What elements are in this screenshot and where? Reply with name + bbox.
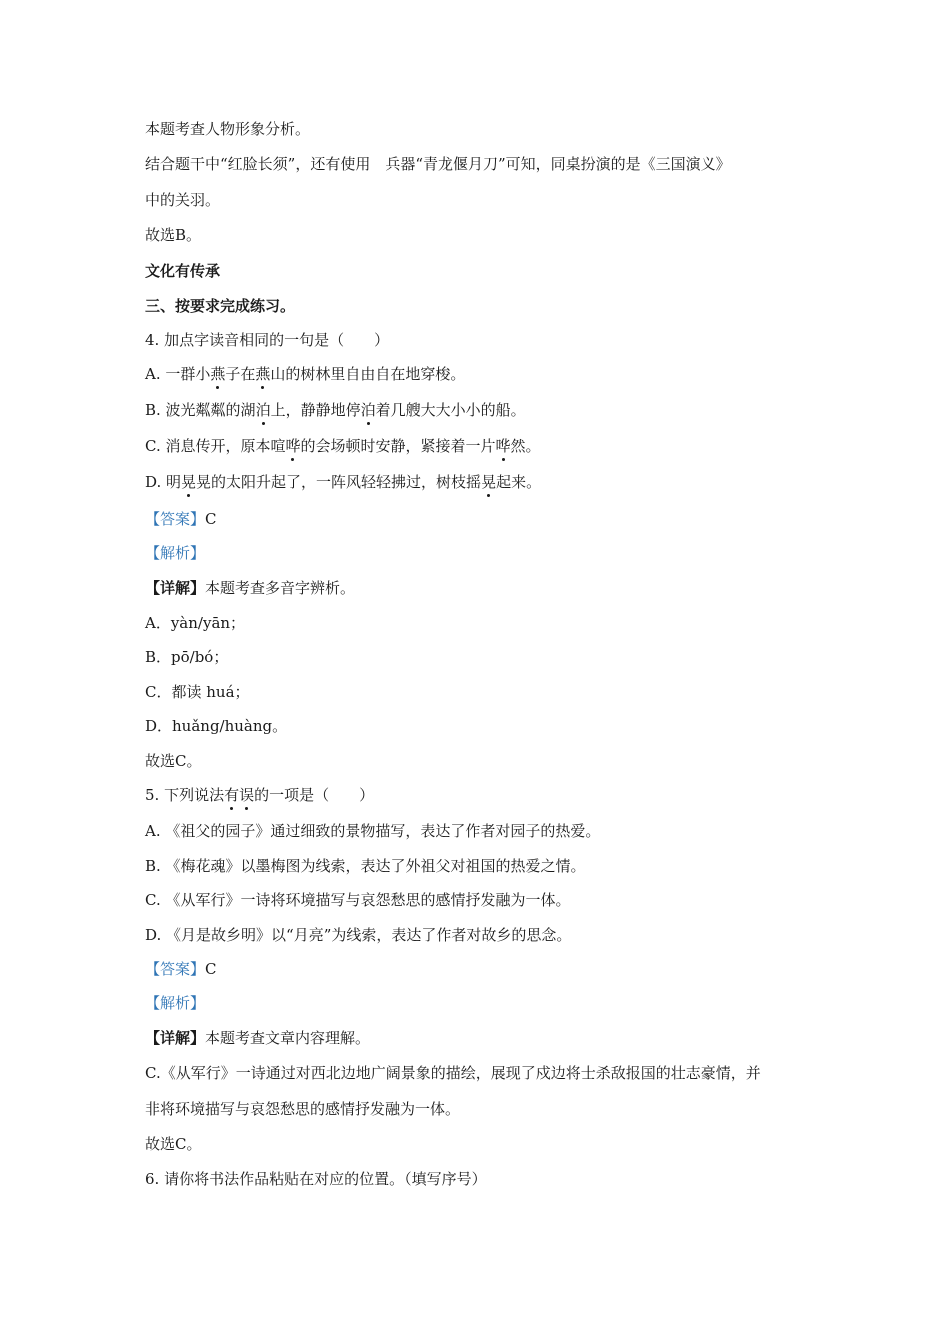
dotted-char: 泊	[360, 401, 376, 419]
q3-explanation-line: 中的关羽。	[145, 191, 221, 209]
q4-option-d	[145, 472, 541, 492]
q4-stem: 4. 加点字读音相同的一句是（ ）	[145, 331, 390, 349]
dotted-char: 晃	[481, 473, 497, 491]
q5-detail	[145, 1028, 370, 1048]
q5-option-c: C. 《从军行》一诗将环境描写与哀怨愁思的感情抒发融为一体。	[145, 891, 571, 909]
detail-label: 【详解】	[145, 1029, 206, 1047]
dotted-char: 燕	[255, 365, 271, 383]
q5-stem	[145, 785, 374, 805]
q3-explanation-line: 本题考查人物形象分析。	[145, 120, 311, 138]
stem-text: 5. 下列说法	[145, 786, 225, 804]
option-text: 着几艘大大小小的船。	[375, 401, 526, 419]
option-text: A. 一群小	[145, 365, 211, 383]
q5-conclusion: 故选C。	[145, 1135, 202, 1153]
q5-option-b: B. 《梅花魂》以墨梅图为线索，表达了外祖父对祖国的热爱之情。	[145, 857, 586, 875]
option-text: B. 波光粼粼的湖	[145, 401, 256, 419]
answer-value: C	[205, 960, 217, 978]
q4-answer	[145, 509, 217, 529]
dotted-char: 泊	[255, 401, 271, 419]
dotted-char: 燕	[210, 365, 226, 383]
section-title: 文化有传承	[145, 262, 221, 280]
dotted-char: 哗	[495, 437, 511, 455]
q4-pinyin-b: B．pō/bó；	[145, 648, 229, 666]
detail-text: 本题考查文章内容理解。	[205, 1029, 371, 1047]
dotted-char: 晃	[181, 473, 197, 491]
option-text: 山的树林里自由自在地穿梭。	[270, 365, 466, 383]
answer-value: C	[205, 510, 217, 528]
option-text: 晃的太阳升起了，一阵风轻轻拂过，树枝摇	[196, 473, 482, 491]
q5-answer	[145, 959, 217, 979]
detail-label: 【详解】	[145, 579, 206, 597]
q4-conclusion: 故选C。	[145, 752, 202, 770]
q5-explain-line: C.《从军行》一诗通过对西北边地广阔景象的描绘，展现了戍边将士杀敌报国的壮志豪情，并	[145, 1064, 761, 1082]
q4-option-c	[145, 436, 541, 456]
q3-explanation-line: 结合题干中“红脸长须”，还有使用 兵器“青龙偃月刀”可知，同桌扮演的是《三国演义》	[145, 155, 731, 173]
dotted-char: 哗	[285, 437, 301, 455]
dotted-char: 误	[239, 786, 255, 804]
stem-text: 的一项是（ ）	[254, 786, 375, 804]
option-text: 子在	[225, 365, 256, 383]
q6-stem: 6. 请你将书法作品粘贴在对应的位置。（填写序号）	[145, 1170, 487, 1188]
answer-label: 【答案】	[145, 510, 206, 528]
q4-pinyin-a: A．yàn/yān；	[145, 614, 246, 632]
q4-detail	[145, 578, 355, 598]
q4-option-b	[145, 400, 526, 420]
dotted-char: 有	[224, 786, 240, 804]
section-subtitle: 三、按要求完成练习。	[145, 297, 296, 315]
q4-pinyin-c: C．都读 huá；	[145, 683, 250, 701]
q4-analysis-label: 【解析】	[145, 544, 206, 562]
option-text: 起来。	[496, 473, 542, 491]
q4-option-a	[145, 364, 465, 384]
option-text: 然。	[510, 437, 541, 455]
option-text: C. 消息传开，原本喧	[145, 437, 286, 455]
q4-pinyin-d: D．huǎng/huàng。	[145, 717, 288, 735]
answer-label: 【答案】	[145, 960, 206, 978]
detail-text: 本题考查多音字辨析。	[205, 579, 356, 597]
q5-option-a: A. 《祖父的园子》通过细致的景物描写，表达了作者对园子的热爱。	[145, 822, 601, 840]
option-text: 上，静静地停	[270, 401, 361, 419]
option-text: D. 明	[145, 473, 182, 491]
q3-conclusion: 故选B。	[145, 226, 202, 244]
q5-option-d: D. 《月是故乡明》以“月亮”为线索，表达了作者对故乡的思念。	[145, 926, 572, 944]
q5-explain-line: 非将环境描写与哀怨愁思的感情抒发融为一体。	[145, 1100, 461, 1118]
q5-analysis-label: 【解析】	[145, 994, 206, 1012]
option-text: 的会场顿时安静，紧接着一片	[300, 437, 496, 455]
